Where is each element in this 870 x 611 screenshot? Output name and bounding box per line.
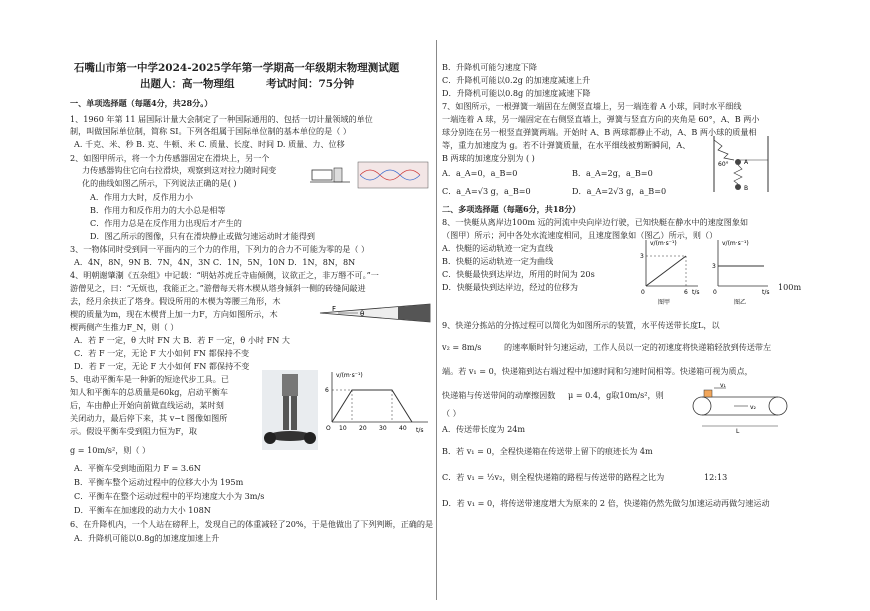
q9-line4: 快递箱与传送带间的动摩擦因数 [442,390,556,400]
q1-line2: 制，叫做国际单位制，简称 SI。下列各组属于国际单位制的基本单位的是（ ） [70,126,351,136]
q9-option-d: D．若 v₁ = 0，将传送带速度增大为原来的 2 倍，快递箱仍然先做匀加速运动再做匀速运动 [442,498,770,508]
author-line: 出题人：高一物理组 [140,78,235,90]
q5-option-a: A．平衡车受到地面阻力 F = 3.6N [74,463,201,473]
vt-graph [320,368,430,434]
q7-line2: 一端连着 A 球，另一端固定在右侧竖直墙上，弹簧与竖直方向的夹角是 60°，A、B 两小 [442,114,760,124]
q8-line1: 8、一快艇从离岸边100m 远的河流中央向岸边行驶，已知快艇在静水中的速度图象如 [442,217,749,227]
q1-options: A. 千克、米、秒 B. 克、牛顿、米 C. 质量、长度、时间 D. 质量、力、位移 [74,139,345,149]
q3-stem: 3、一物体同时受到同一平面内的三个力的作用，下列力的合力不可能为零的是（ ） [70,244,370,254]
vt-y6: 6 [325,387,329,394]
balance-scooter-photo [262,370,318,450]
conveyor-figure [690,382,790,434]
q7-option-b: B．a_A=2g，a_B=0 [572,168,653,178]
q7-option-d: D．a_A=2√3 g，a_B=0 [572,186,667,196]
q8-option-a: A．快艇的运动轨迹一定为直线 [442,243,554,253]
q8-100m: 100m [778,282,802,292]
q8-jia-0: 0 [641,289,645,296]
q5-line1: 5、电动平衡车是一种新的短途代步工具。已 [70,374,229,384]
q5-line2: 知人和平衡车的总质量是60kg，启动平衡车 [70,387,228,397]
q4-line2: 游僧见之，曰：“无烦也，我能正之。”游僧每天将木楔从塔身倾斜一侧的砖缝间敲进 [70,283,366,293]
wedge-force-label: F [332,305,337,313]
q8-line2: （图甲）所示；河中各处水流速度相同，且速度图象如（图乙）所示，则（） [442,230,718,240]
q5-line4: 关闭动力，最后停下来，其 v−t 图像如图所 [70,413,228,423]
q7-line1: 7、如图所示，一根弹簧一端固在左侧竖直墙上，另一端连着 A 小球，同时水平细线 [442,101,742,111]
q7-option-c: C．a_A=√3 g，a_B=0 [442,186,531,196]
q2-option-c: C．作用力总是在反作用力出现后才产生的 [90,218,242,228]
vt-origin: O [326,425,331,432]
conveyor-v1: v₁ [720,382,726,389]
q4-option-c: C．若 F 一定，无论 F 大小如何 FN 都保持不变 [74,348,250,358]
vt-tick-40: 40 [399,425,407,432]
q7-option-a: A．a_A=0，a_B=0 [442,168,518,178]
q2-option-d: D．图乙所示的图像，只有在滑块静止或做匀速运动时才能得到 [90,231,316,241]
q6-option-c: C．升降机可能以0.2g 的加速度减速上升 [442,75,591,85]
conveyor-length: L [736,428,740,434]
q5-line6: g = 10m/s²，则（ ） [70,445,151,455]
q4-line1: 4、明朝谢肇淛《五杂组》中记载：“明姑苏虎丘寺庙倾侧，议欲正之，非万缗不可。”一 [70,270,379,280]
right-column [442,0,802,611]
ball-b-label: B [744,185,749,192]
spring-figure [710,136,772,192]
q8-jia-axis: v/(m·s⁻¹) [650,240,677,247]
section-multi-choice: 二、多项选择题（每题6分，共18分） [442,204,581,214]
ball-a-label: A [744,159,749,166]
q6-option-b: B．升降机可能匀速度下降 [442,62,537,72]
q3-options: A．4N，8N，9N B．7N，4N，3N C．1N，5N，10N D．1N，8N，8N [74,257,356,267]
q9-option-a: A．传送带长度为 24m [442,424,526,434]
q2-option-a: A．作用力大时，反作用力小 [90,192,193,202]
q8-option-b: B．快艇的运动轨迹一定为曲线 [442,256,554,266]
wedge-theta: θ [360,310,365,318]
q5-option-c: C．平衡车在整个运动过程中的平均速度大小为 3m/s [74,491,265,501]
vt-tick-30: 30 [379,425,387,432]
q2-option-b: B．作用力和反作用力的大小总是相等 [90,205,226,215]
q4-options-ab: A．若 F 一定，θ 大时 FN 大 B．若 F 一定，θ 小时 FN 大 [74,335,290,345]
section-single-choice: 一、单项选择题（每题4分，共28分。） [70,98,213,108]
q4-line5: 楔两侧产生推力F_N，则（ ） [70,322,179,332]
vt-tick-20: 20 [359,425,367,432]
q9-option-c: C．若 v₁ = ½v₂，则全程快递箱的路程与传送带的路程之比为 [442,472,665,482]
vt-axis-v: v/(m·s⁻¹) [336,372,363,379]
q8-jia-caption: 图甲 [658,299,671,306]
q8-option-d: D．快艇最快到达岸边，经过的位移为 [442,282,578,292]
q8-jia-3: 3 [640,253,644,260]
force-sensor-figure [310,160,430,192]
q5-option-b: B．平衡车整个运动过程中的位移大小为 195m [74,477,244,487]
q9-ratio: 12:13 [704,472,728,482]
column-divider [436,40,437,600]
q7-line4: 等，重力加速度为 g。若不计弹簧质量，在水平细线被剪断瞬间，A、 [442,140,691,150]
q9-v2: v₂ = 8m/s [442,342,482,352]
conveyor-v2: v₂ [750,404,756,411]
q8-option-c: C．快艇最快到达岸边，所用的时间为 20s [442,269,595,279]
q4-line4: 楔的质量为m，现在木楔背上加一力F，方向如图所示，木 [70,309,278,319]
wedge-figure [318,302,433,324]
q6-option-d: D．升降机可能以0.8g 的加速度减速下降 [442,88,591,98]
q8-jia-t: t/s [692,289,700,296]
q5-option-d: D．平衡车在加速段的动力大小 108N [74,505,211,515]
spring-angle: 60° [718,161,729,168]
q9-line2: 的速率顺时针匀速运动，工作人员以一定的初速度将快递箱轻放到传送带左 [504,342,772,352]
q5-line3: 后，车由静止开始向前做直线运动，某时刻 [70,400,224,410]
q9-option-b: B．若 v₁ = 0，全程快递箱在传送带上留下的痕迹长为 4m [442,446,653,456]
q9-line3: 端。若 v₁ = 0，快递箱到达右端过程中加速时间和匀速时间相等。快递箱可视为质点， [442,366,753,376]
left-column [70,0,435,611]
q8-jia-6: 6 [684,289,688,296]
q2-line3: 化的曲线如图乙所示，下列说法正确的是( ) [82,178,237,188]
q9-paren: （ ） [442,408,461,418]
vt-tick-10: 10 [339,425,347,432]
q4-option-d: D．若 F 一定，无论 F 大小如何 FN 都保持不变 [74,361,250,371]
q5-line5: 示。假设平衡车受到阻力恒为F，取 [70,426,198,436]
q9-mu: μ = 0.4，g取10m/s²，则 [568,390,664,400]
exam-title: 石嘴山市第一中学2024-2025学年第一学期高一年级期末物理测试题 [74,62,400,74]
q1-line1: 1、1960 年第 11 届国际计量大会制定了一种国际通用的、包括一切计量领域的单位 [70,114,373,124]
q8-yi-caption: 图乙 [734,299,747,306]
q7-line5: B 两球的加速度分别为 ( ) [442,153,535,163]
q8-yi-t: t/s [762,289,770,296]
q9-line1: 9、快递分拣站的分拣过程可以简化为如图所示的装置，水平传送带长度L，以 [442,320,720,330]
q7-line3: 球分别连在另一根竖直弹簧两端。开始时 A、B 两球都静止不动，A、B 两小球的质量相 [442,127,757,137]
q6-stem: 6、在升降机内，一个人站在磅秤上，发现自己的体重减轻了20%，于是他做出了下列判断，正确的是 [70,519,434,529]
q2-line1: 2、如图甲所示，将一个力传感器固定在滑块上，另一个 [70,153,270,163]
q8-yi-3: 3 [712,263,716,270]
vt-axis-t: t/s [416,427,424,434]
q6-option-a: A．升降机可能以0.8g的加速度加速上升 [74,533,220,543]
q4-line3: 去，经月余扶正了塔身。假设所用的木楔为等腰三角形，木 [70,296,281,306]
q8-graphs [638,236,788,308]
q8-yi-0: 0 [713,289,717,296]
exam-time: 考试时间：75分钟 [266,78,355,90]
q2-line2: 力传感器钩住它向右拉滑块，观察到这对拉力随时间变 [82,165,277,175]
q8-yi-axis: v/(m·s⁻¹) [722,240,749,247]
